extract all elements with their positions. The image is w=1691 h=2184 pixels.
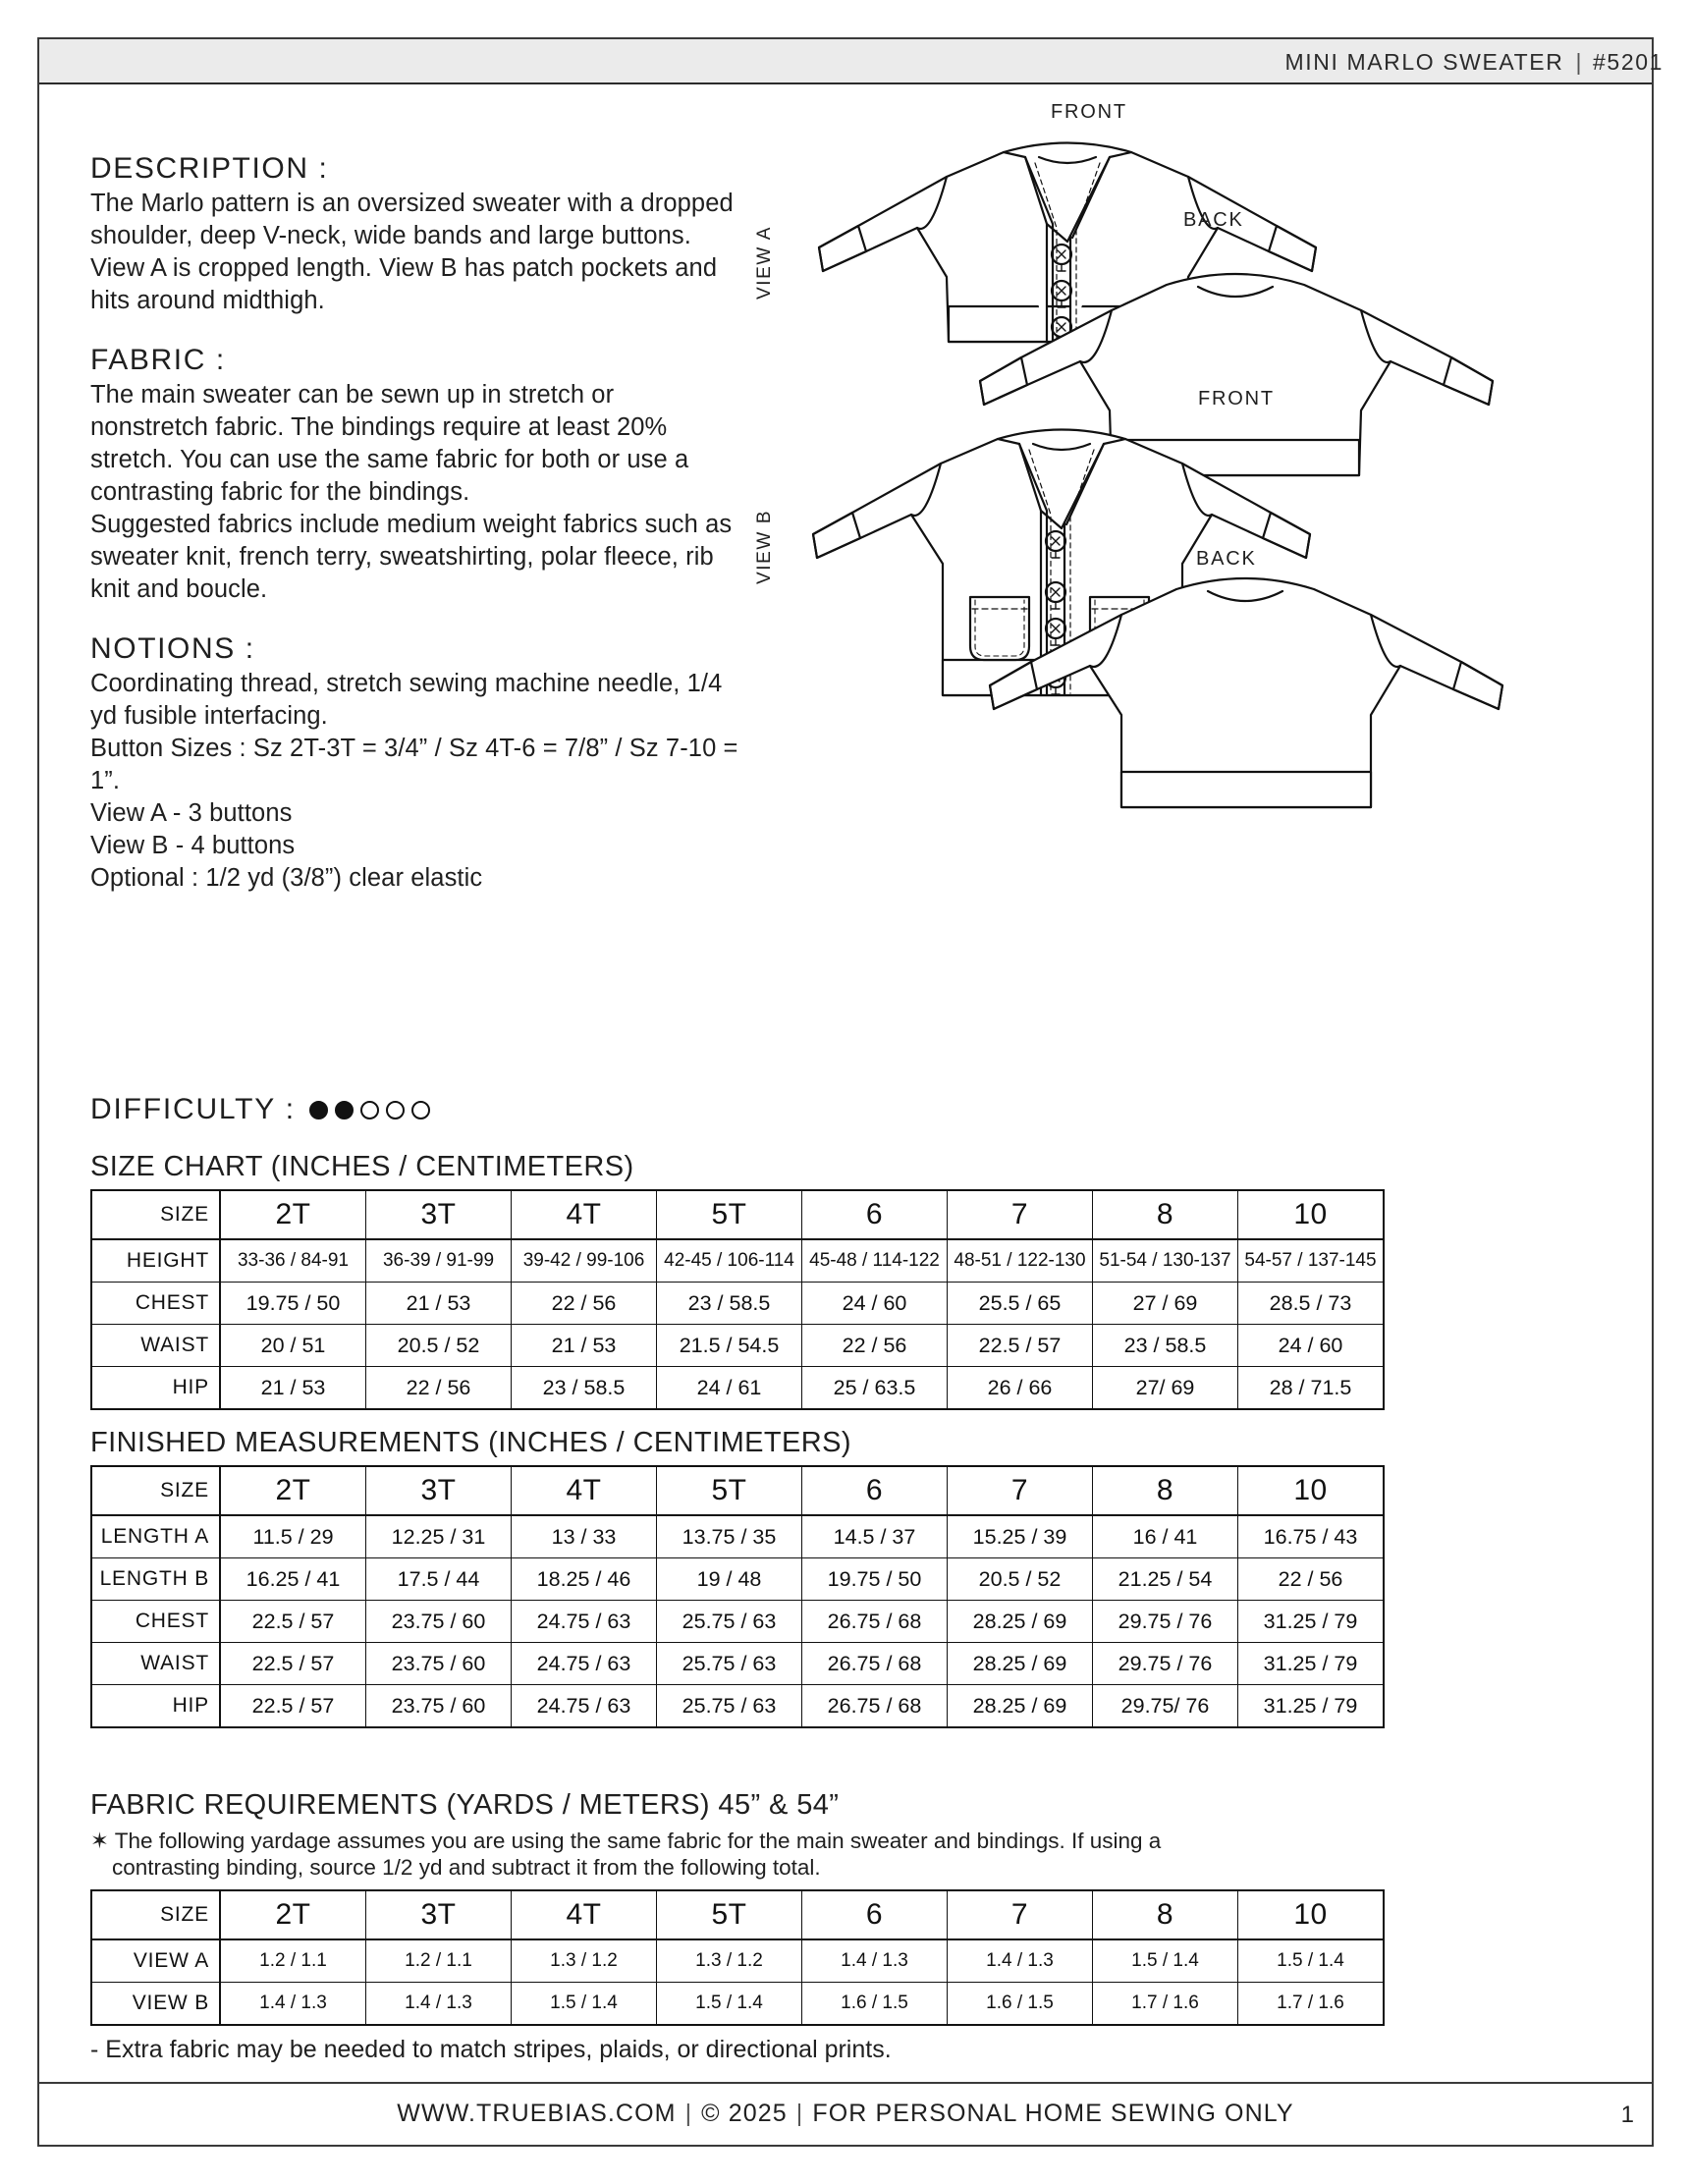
table-cell: 29.75/ 76 bbox=[1093, 1685, 1238, 1728]
table-row bbox=[91, 1515, 1384, 1558]
notions-line-3: View A - 3 buttons bbox=[90, 799, 293, 828]
table-cell: 33-36 / 84-91 bbox=[220, 1239, 366, 1283]
header-separator: | bbox=[1575, 49, 1584, 75]
header-title bbox=[1285, 49, 1664, 76]
table-cell: 1.2 / 1.1 bbox=[220, 1939, 366, 1983]
column-header-size: 3T bbox=[366, 1890, 512, 1939]
table-cell: 22.5 / 57 bbox=[220, 1601, 366, 1643]
column-header-size: 5T bbox=[657, 1190, 802, 1239]
table-cell: 21 / 53 bbox=[512, 1325, 657, 1367]
column-header-size: 7 bbox=[948, 1190, 1093, 1239]
notions-body bbox=[90, 668, 738, 896]
row-header: LENGTH A bbox=[91, 1515, 220, 1558]
notions-line-1: Coordinating thread, stretch sewing machine needle, 1/4 yd fusible interfacing. bbox=[90, 669, 723, 730]
fabric-body-2: Suggested fabrics include medium weight fabrics such as sweater knit, french terry, sweatshirting, polar fleece, rib knit and boucle. bbox=[90, 511, 733, 604]
footer bbox=[0, 2100, 1691, 2128]
footer-website[interactable]: WWW.TRUEBIAS.COM bbox=[397, 2100, 677, 2127]
table-cell: 24 / 60 bbox=[802, 1283, 948, 1325]
table-cell: 31.25 / 79 bbox=[1238, 1601, 1385, 1643]
difficulty-dot-filled bbox=[335, 1101, 354, 1119]
table-cell: 24.75 / 63 bbox=[512, 1601, 657, 1643]
table-cell: 17.5 / 44 bbox=[366, 1558, 512, 1601]
table-cell: 29.75 / 76 bbox=[1093, 1601, 1238, 1643]
table-cell: 21 / 53 bbox=[220, 1367, 366, 1410]
table-row bbox=[91, 1601, 1384, 1643]
table-cell: 23 / 58.5 bbox=[1093, 1325, 1238, 1367]
notions-section bbox=[90, 632, 738, 896]
fabric-note-line-2: contrasting binding, source 1/2 yd and subtract it from the following total. bbox=[112, 1855, 821, 1881]
column-header-size: 6 bbox=[802, 1466, 948, 1515]
table-cell: 1.5 / 1.4 bbox=[512, 1982, 657, 2025]
table-cell: 22 / 56 bbox=[366, 1367, 512, 1410]
row-header: WAIST bbox=[91, 1325, 220, 1367]
table-cell: 21.25 / 54 bbox=[1093, 1558, 1238, 1601]
column-header-size: 2T bbox=[220, 1890, 366, 1939]
table-cell: 45-48 / 114-122 bbox=[802, 1239, 948, 1283]
table-cell: 28.25 / 69 bbox=[948, 1685, 1093, 1728]
garment-line-drawings bbox=[766, 98, 1650, 825]
table-cell: 22 / 56 bbox=[1238, 1558, 1385, 1601]
size-chart-title: SIZE CHART (INCHES / CENTIMETERS) bbox=[90, 1151, 634, 1182]
row-header: CHEST bbox=[91, 1601, 220, 1643]
row-header: HIP bbox=[91, 1367, 220, 1410]
difficulty-dot-empty bbox=[411, 1101, 430, 1119]
table-corner-header: SIZE bbox=[91, 1890, 220, 1939]
technical-illustrations bbox=[754, 98, 1650, 825]
table-cell: 1.7 / 1.6 bbox=[1093, 1982, 1238, 2025]
table-cell: 15.25 / 39 bbox=[948, 1515, 1093, 1558]
table-cell: 39-42 / 99-106 bbox=[512, 1239, 657, 1283]
table-cell: 14.5 / 37 bbox=[802, 1515, 948, 1558]
table-cell: 1.2 / 1.1 bbox=[366, 1939, 512, 1983]
table-cell: 31.25 / 79 bbox=[1238, 1685, 1385, 1728]
table-cell: 24 / 61 bbox=[657, 1367, 802, 1410]
back-label-view-a: BACK bbox=[1183, 209, 1244, 231]
row-header: VIEW B bbox=[91, 1982, 220, 2025]
row-header: CHEST bbox=[91, 1283, 220, 1325]
front-label-view-b: FRONT bbox=[1198, 388, 1275, 410]
table-cell: 25.75 / 63 bbox=[657, 1601, 802, 1643]
table-cell: 1.6 / 1.5 bbox=[802, 1982, 948, 2025]
column-header-size: 7 bbox=[948, 1890, 1093, 1939]
column-header-size: 10 bbox=[1238, 1890, 1385, 1939]
table-cell: 26 / 66 bbox=[948, 1367, 1093, 1410]
column-header-size: 4T bbox=[512, 1190, 657, 1239]
table-cell: 23.75 / 60 bbox=[366, 1685, 512, 1728]
column-header-size: 4T bbox=[512, 1466, 657, 1515]
table-cell: 31.25 / 79 bbox=[1238, 1643, 1385, 1685]
fabric-body-1: The main sweater can be sewn up in stretch or nonstretch fabric. The bindings require at least 20% stretch. You can use the same fabric for both or use a contrasting fabric for the bindings. bbox=[90, 380, 689, 506]
table-cell: 22.5 / 57 bbox=[948, 1325, 1093, 1367]
table-cell: 21 / 53 bbox=[366, 1283, 512, 1325]
table-cell: 12.25 / 31 bbox=[366, 1515, 512, 1558]
table-row bbox=[91, 1982, 1384, 2025]
column-header-size: 5T bbox=[657, 1890, 802, 1939]
table-cell: 1.4 / 1.3 bbox=[802, 1939, 948, 1983]
column-header-size: 10 bbox=[1238, 1466, 1385, 1515]
table-row bbox=[91, 1939, 1384, 1983]
table-cell: 20.5 / 52 bbox=[948, 1558, 1093, 1601]
column-header-size: 6 bbox=[802, 1190, 948, 1239]
fabric-heading: FABRIC : bbox=[90, 343, 226, 376]
column-header-size: 8 bbox=[1093, 1466, 1238, 1515]
column-header-size: 2T bbox=[220, 1466, 366, 1515]
difficulty-label: DIFFICULTY : bbox=[90, 1093, 296, 1125]
table-cell: 18.25 / 46 bbox=[512, 1558, 657, 1601]
table-cell: 19.75 / 50 bbox=[802, 1558, 948, 1601]
table-cell: 27 / 69 bbox=[1093, 1283, 1238, 1325]
back-label-view-b: BACK bbox=[1196, 548, 1257, 570]
table-cell: 13 / 33 bbox=[512, 1515, 657, 1558]
patch-pocket-left bbox=[970, 597, 1029, 660]
table-cell: 20.5 / 52 bbox=[366, 1325, 512, 1367]
row-header: LENGTH B bbox=[91, 1558, 220, 1601]
table-corner-header: SIZE bbox=[91, 1190, 220, 1239]
table-cell: 48-51 / 122-130 bbox=[948, 1239, 1093, 1283]
table-cell: 1.5 / 1.4 bbox=[657, 1982, 802, 2025]
column-header-size: 8 bbox=[1093, 1890, 1238, 1939]
table-cell: 22.5 / 57 bbox=[220, 1643, 366, 1685]
description-body: The Marlo pattern is an oversized sweater with a dropped shoulder, deep V-neck, wide bands and large buttons. View A is cropped length. View B has patch pockets and hits around midthigh. bbox=[90, 190, 734, 315]
table-cell: 27/ 69 bbox=[1093, 1367, 1238, 1410]
table-cell: 28.5 / 73 bbox=[1238, 1283, 1385, 1325]
fabric-requirements-note bbox=[90, 1828, 1385, 1882]
row-header: VIEW A bbox=[91, 1939, 220, 1983]
table-cell: 25 / 63.5 bbox=[802, 1367, 948, 1410]
table-cell: 1.7 / 1.6 bbox=[1238, 1982, 1385, 2025]
column-header-size: 3T bbox=[366, 1190, 512, 1239]
table-cell: 1.4 / 1.3 bbox=[220, 1982, 366, 2025]
description-heading: DESCRIPTION : bbox=[90, 152, 329, 185]
table-row bbox=[91, 1283, 1384, 1325]
header-pattern-number: #5201 bbox=[1593, 49, 1664, 75]
fabric-requirements-table bbox=[90, 1889, 1385, 2026]
footer-divider bbox=[39, 2082, 1652, 2084]
table-cell: 13.75 / 35 bbox=[657, 1515, 802, 1558]
table-cell: 25.5 / 65 bbox=[948, 1283, 1093, 1325]
table-cell: 28.25 / 69 bbox=[948, 1643, 1093, 1685]
table-cell: 24 / 60 bbox=[1238, 1325, 1385, 1367]
table-cell: 26.75 / 68 bbox=[802, 1601, 948, 1643]
difficulty-dot-empty bbox=[360, 1101, 379, 1119]
header-pattern-name: MINI MARLO SWEATER bbox=[1284, 49, 1564, 75]
footer-separator-1: | bbox=[684, 2100, 693, 2127]
footer-copyright: © 2025 bbox=[701, 2100, 788, 2127]
table-cell: 28 / 71.5 bbox=[1238, 1367, 1385, 1410]
fabric-note-line-1: ✶ The following yardage assumes you are using the same fabric for the main sweater and bindings. If using a bbox=[90, 1829, 1162, 1853]
table-row bbox=[91, 1558, 1384, 1601]
view-a-label: VIEW A bbox=[754, 225, 775, 300]
table-cell: 23 / 58.5 bbox=[512, 1367, 657, 1410]
table-cell: 23.75 / 60 bbox=[366, 1643, 512, 1685]
table-cell: 1.6 / 1.5 bbox=[948, 1982, 1093, 2025]
table-cell: 26.75 / 68 bbox=[802, 1685, 948, 1728]
table-cell: 19 / 48 bbox=[657, 1558, 802, 1601]
front-label-view-a: FRONT bbox=[1051, 101, 1127, 123]
notions-heading: NOTIONS : bbox=[90, 631, 255, 665]
info-column bbox=[90, 152, 738, 921]
row-header: HEIGHT bbox=[91, 1239, 220, 1283]
table-cell: 22.5 / 57 bbox=[220, 1685, 366, 1728]
table-cell: 16 / 41 bbox=[1093, 1515, 1238, 1558]
notions-line-4: View B - 4 buttons bbox=[90, 832, 296, 860]
table-cell: 19.75 / 50 bbox=[220, 1283, 366, 1325]
size-chart-table bbox=[90, 1189, 1385, 1410]
table-cell: 16.75 / 43 bbox=[1238, 1515, 1385, 1558]
column-header-size: 3T bbox=[366, 1466, 512, 1515]
table-cell: 16.25 / 41 bbox=[220, 1558, 366, 1601]
description-section bbox=[90, 152, 738, 318]
table-row bbox=[91, 1367, 1384, 1410]
table-cell: 1.4 / 1.3 bbox=[948, 1939, 1093, 1983]
table-cell: 51-54 / 130-137 bbox=[1093, 1239, 1238, 1283]
table-cell: 1.5 / 1.4 bbox=[1238, 1939, 1385, 1983]
table-cell: 23.75 / 60 bbox=[366, 1601, 512, 1643]
table-cell: 29.75 / 76 bbox=[1093, 1643, 1238, 1685]
table-cell: 28.25 / 69 bbox=[948, 1601, 1093, 1643]
table-cell: 25.75 / 63 bbox=[657, 1643, 802, 1685]
table-cell: 36-39 / 91-99 bbox=[366, 1239, 512, 1283]
view-b-label: VIEW B bbox=[754, 509, 775, 584]
table-corner-header: SIZE bbox=[91, 1466, 220, 1515]
column-header-size: 10 bbox=[1238, 1190, 1385, 1239]
table-row bbox=[91, 1325, 1384, 1367]
column-header-size: 7 bbox=[948, 1466, 1093, 1515]
table-cell: 21.5 / 54.5 bbox=[657, 1325, 802, 1367]
table-cell: 20 / 51 bbox=[220, 1325, 366, 1367]
row-header: WAIST bbox=[91, 1643, 220, 1685]
table-row bbox=[91, 1643, 1384, 1685]
difficulty-dots bbox=[309, 1101, 437, 1119]
table-cell: 1.5 / 1.4 bbox=[1093, 1939, 1238, 1983]
table-cell: 22 / 56 bbox=[802, 1325, 948, 1367]
table-cell: 25.75 / 63 bbox=[657, 1685, 802, 1728]
table-row bbox=[91, 1685, 1384, 1728]
table-cell: 11.5 / 29 bbox=[220, 1515, 366, 1558]
table-cell: 1.3 / 1.2 bbox=[512, 1939, 657, 1983]
footer-separator-2: | bbox=[795, 2100, 804, 2127]
finished-measurements-table bbox=[90, 1465, 1385, 1728]
column-header-size: 4T bbox=[512, 1890, 657, 1939]
difficulty-dot-empty bbox=[386, 1101, 405, 1119]
table-cell: 26.75 / 68 bbox=[802, 1643, 948, 1685]
notions-line-5: Optional : 1/2 yd (3/8”) clear elastic bbox=[90, 864, 483, 893]
table-cell: 42-45 / 106-114 bbox=[657, 1239, 802, 1283]
column-header-size: 2T bbox=[220, 1190, 366, 1239]
table-cell: 24.75 / 63 bbox=[512, 1643, 657, 1685]
column-header-size: 5T bbox=[657, 1466, 802, 1515]
table-cell: 24.75 / 63 bbox=[512, 1685, 657, 1728]
table-cell: 23 / 58.5 bbox=[657, 1283, 802, 1325]
difficulty-dot-filled bbox=[309, 1101, 328, 1119]
table-cell: 54-57 / 137-145 bbox=[1238, 1239, 1385, 1283]
table-cell: 1.3 / 1.2 bbox=[657, 1939, 802, 1983]
table-row bbox=[91, 1239, 1384, 1283]
fabric-section bbox=[90, 344, 738, 607]
finished-measurements-title: FINISHED MEASUREMENTS (INCHES / CENTIMETERS) bbox=[90, 1427, 851, 1458]
column-header-size: 6 bbox=[802, 1890, 948, 1939]
row-header: HIP bbox=[91, 1685, 220, 1728]
table-cell: 22 / 56 bbox=[512, 1283, 657, 1325]
fabric-requirements-block bbox=[90, 1789, 1385, 2064]
column-header-size: 8 bbox=[1093, 1190, 1238, 1239]
size-chart-block bbox=[90, 1151, 1385, 1410]
table-cell: 1.4 / 1.3 bbox=[366, 1982, 512, 2025]
difficulty-row bbox=[90, 1093, 437, 1126]
notions-line-2: Button Sizes : Sz 2T-3T = 3/4” / Sz 4T-6 = 7/8” / Sz 7-10 = 1”. bbox=[90, 734, 738, 794]
finished-measurements-block bbox=[90, 1427, 1385, 1728]
page-number: 1 bbox=[1620, 2102, 1634, 2128]
footer-usage: FOR PERSONAL HOME SEWING ONLY bbox=[812, 2100, 1294, 2127]
extra-fabric-note: - Extra fabric may be needed to match stripes, plaids, or directional prints. bbox=[90, 2035, 892, 2063]
fabric-requirements-title: FABRIC REQUIREMENTS (YARDS / METERS) 45” & 54” bbox=[90, 1789, 840, 1821]
